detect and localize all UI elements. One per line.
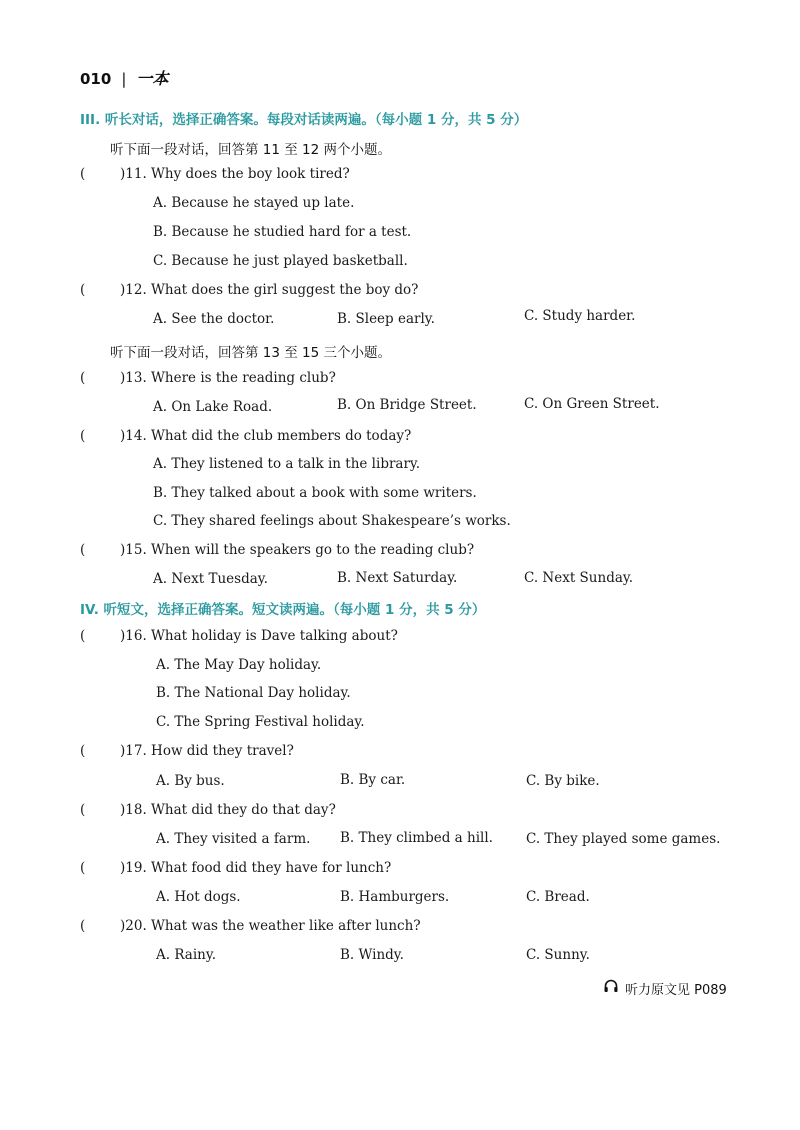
- question-12: [80, 282, 418, 298]
- question-number: )19.: [120, 860, 147, 876]
- question-11: [80, 166, 350, 182]
- section-3-sub-2: 听下面一段对话，回答第 13 至 15 三个小题。: [110, 345, 392, 361]
- option-a: A. Next Tuesday.: [153, 571, 268, 587]
- question-18: [80, 802, 336, 818]
- option-b: B. The National Day holiday.: [156, 685, 351, 701]
- question-16: [80, 628, 398, 644]
- question-19: [80, 860, 391, 876]
- section-4-title: IV. 听短文，选择正确答案。短文读两遍。（每小题 1 分，共 5 分）: [80, 602, 486, 618]
- option-a: A. Because he stayed up late.: [153, 195, 355, 211]
- answer-bracket[interactable]: (: [80, 370, 86, 386]
- option-a: A. The May Day holiday.: [156, 657, 322, 673]
- option-a: A. They visited a farm.: [156, 831, 311, 847]
- option-a: A. They listened to a talk in the library.: [153, 456, 421, 472]
- option-c: C. They shared feelings about Shakespeare’s works.: [153, 513, 511, 529]
- question-20: [80, 918, 421, 934]
- answer-bracket[interactable]: (: [80, 282, 86, 298]
- option-a: A. By bus.: [156, 773, 225, 789]
- option-a: A. See the doctor.: [153, 311, 275, 327]
- answer-bracket[interactable]: (: [80, 860, 86, 876]
- question-number: )11.: [120, 166, 147, 182]
- option-c: C. Because he just played basketball.: [153, 253, 408, 269]
- question-text: What does the girl suggest the boy do?: [151, 282, 419, 298]
- option-a: A. On Lake Road.: [153, 399, 273, 415]
- question-text: Why does the boy look tired?: [151, 166, 350, 182]
- option-c: C. Bread.: [526, 889, 590, 905]
- answer-bracket[interactable]: (: [80, 802, 86, 818]
- question-number: )12.: [120, 282, 147, 298]
- option-c: C. The Spring Festival holiday.: [156, 714, 365, 730]
- question-15: [80, 542, 474, 558]
- option-b: B. Because he studied hard for a test.: [153, 224, 412, 240]
- header-separator: |: [121, 70, 127, 88]
- question-text: What was the weather like after lunch?: [151, 918, 421, 934]
- question-number: )20.: [120, 918, 147, 934]
- option-c: C. Study harder.: [524, 308, 636, 324]
- brand-logo: 一本: [136, 69, 169, 88]
- option-c: C. By bike.: [526, 773, 600, 789]
- question-number: )13.: [120, 370, 147, 386]
- option-b: B. Windy.: [340, 947, 404, 963]
- answer-bracket[interactable]: (: [80, 918, 86, 934]
- question-number: )15.: [120, 542, 147, 558]
- page-number: 010: [80, 70, 112, 88]
- question-text: Where is the reading club?: [151, 370, 336, 386]
- question-number: )18.: [120, 802, 147, 818]
- option-a: A. Rainy.: [156, 947, 216, 963]
- question-13: [80, 370, 336, 386]
- question-text: When will the speakers go to the reading club?: [151, 542, 475, 558]
- option-b: B. They talked about a book with some writers.: [153, 485, 477, 501]
- headphones-icon: [603, 978, 625, 998]
- answer-bracket[interactable]: (: [80, 542, 86, 558]
- question-text: What did they do that day?: [151, 802, 336, 818]
- option-c: C. They played some games.: [526, 831, 721, 847]
- option-b: B. They climbed a hill.: [340, 830, 493, 846]
- question-number: )17.: [120, 743, 147, 759]
- question-number: )16.: [120, 628, 147, 644]
- footer-text: 听力原文见 P089: [625, 982, 727, 998]
- question-text: How did they travel?: [151, 743, 294, 759]
- option-a: A. Hot dogs.: [156, 889, 241, 905]
- question-17: [80, 743, 294, 759]
- option-b: B. Hamburgers.: [340, 889, 450, 905]
- question-text: What food did they have for lunch?: [151, 860, 392, 876]
- question-number: )14.: [120, 428, 147, 444]
- answer-bracket[interactable]: (: [80, 628, 86, 644]
- option-b: B. Next Saturday.: [337, 570, 458, 586]
- option-b: B. On Bridge Street.: [337, 397, 477, 413]
- section-3-title: III. 听长对话，选择正确答案。每段对话读两遍。（每小题 1 分，共 5 分）: [80, 112, 528, 128]
- option-b: B. Sleep early.: [337, 311, 435, 327]
- listening-transcript-note: [603, 978, 727, 998]
- page-header: [80, 66, 168, 89]
- answer-bracket[interactable]: (: [80, 743, 86, 759]
- option-c: C. Sunny.: [526, 947, 590, 963]
- question-14: [80, 428, 411, 444]
- option-c: C. On Green Street.: [524, 396, 660, 412]
- section-3-sub-1: 听下面一段对话，回答第 11 至 12 两个小题。: [110, 142, 392, 158]
- option-b: B. By car.: [340, 772, 406, 788]
- question-text: What did the club members do today?: [151, 428, 412, 444]
- answer-bracket[interactable]: (: [80, 428, 86, 444]
- question-text: What holiday is Dave talking about?: [151, 628, 398, 644]
- answer-bracket[interactable]: (: [80, 166, 86, 182]
- option-c: C. Next Sunday.: [524, 570, 634, 586]
